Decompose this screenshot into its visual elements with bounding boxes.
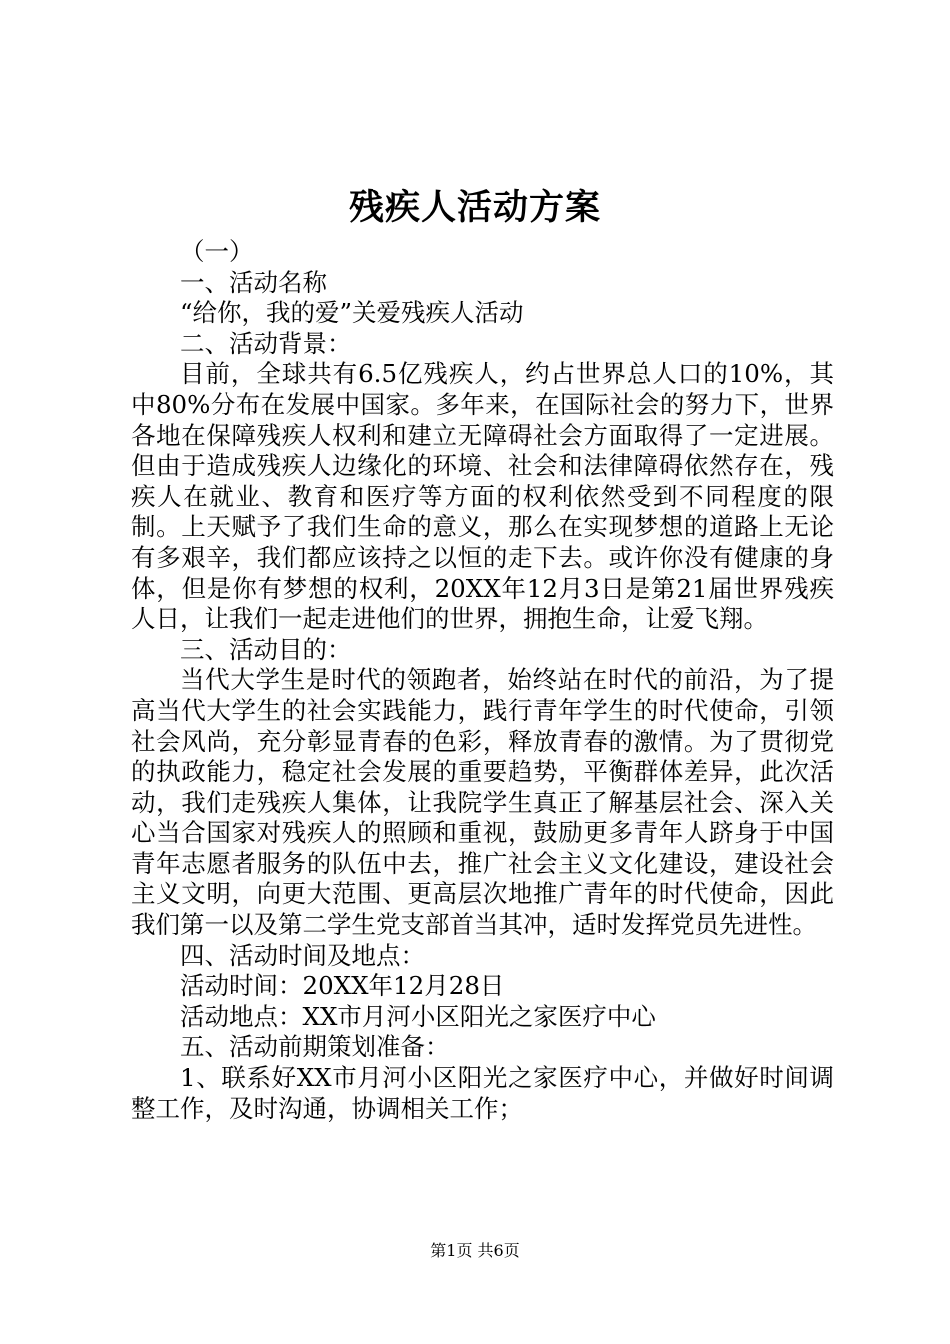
heading-activity-name: 一、活动名称: [180, 267, 327, 297]
background-paragraph: 目前，全球共有6.5亿残疾人，约占世界总人口的10%，其中80%分布在发展中国家。多年来，在国际社会的努力下，世界各地在保障残疾人权利和建立无障碍社会方面取得了一定进展。但由于造成残疾人边缘化的环境、社会和法律障碍依然存在，残疾人在就业、教育和医疗等方面的权利依然受到不同程度的限制。上天赋予了我们生命的意义，那么在实现梦想的道路上无论有多艰辛，我们都应该持之以恒的走下去。或许你没有健康的身体，但是你有梦想的权利，20XX年12月3日是第21届世界残疾人日，让我们一起走进他们的世界，拥抱生命，让爱飞翔。: [131, 359, 834, 634]
document-title: 残疾人活动方案: [348, 187, 601, 228]
heading-time-place: 四、活动时间及地点：: [180, 940, 425, 970]
heading-purpose: 三、活动目的：: [180, 634, 352, 664]
section-marker: （一）: [180, 237, 254, 266]
document-body: [131, 237, 834, 1124]
preparation-item-1: 1、联系好XX市月河小区阳光之家医疗中心，并做好时间调整工作，及时沟通，协调相关工作；: [131, 1063, 834, 1123]
activity-place: 活动地点：XX市月河小区阳光之家医疗中心: [180, 1001, 656, 1031]
page-footer: 第1页 共6页: [430, 1241, 520, 1260]
activity-time: 活动时间：20XX年12月28日: [180, 971, 505, 1001]
heading-background: 二、活动背景：: [180, 328, 352, 358]
activity-name-text: “给你，我的爱”关爱残疾人活动: [180, 298, 524, 328]
heading-preparation: 五、活动前期策划准备：: [180, 1032, 450, 1062]
purpose-paragraph: 当代大学生是时代的领跑者，始终站在时代的前沿，为了提高当代大学生的社会实践能力，践行青年学生的时代使命，引领社会风尚，充分彰显青春的色彩，释放青春的激情。为了贯彻党的执政能力，稳定社会发展的重要趋势，平衡群体差异，此次活动，我们走残疾人集体，让我院学生真正了解基层社会、深入关心当合国家对残疾人的照顾和重视，鼓励更多青年人跻身于中国青年志愿者服务的队伍中去，推广社会主义文化建设，建设社会主义文明，向更大范围、更高层次地推广青年的时代使命，因此我们第一以及第二学生党支部首当其冲，适时发挥党员先进性。: [131, 665, 834, 940]
